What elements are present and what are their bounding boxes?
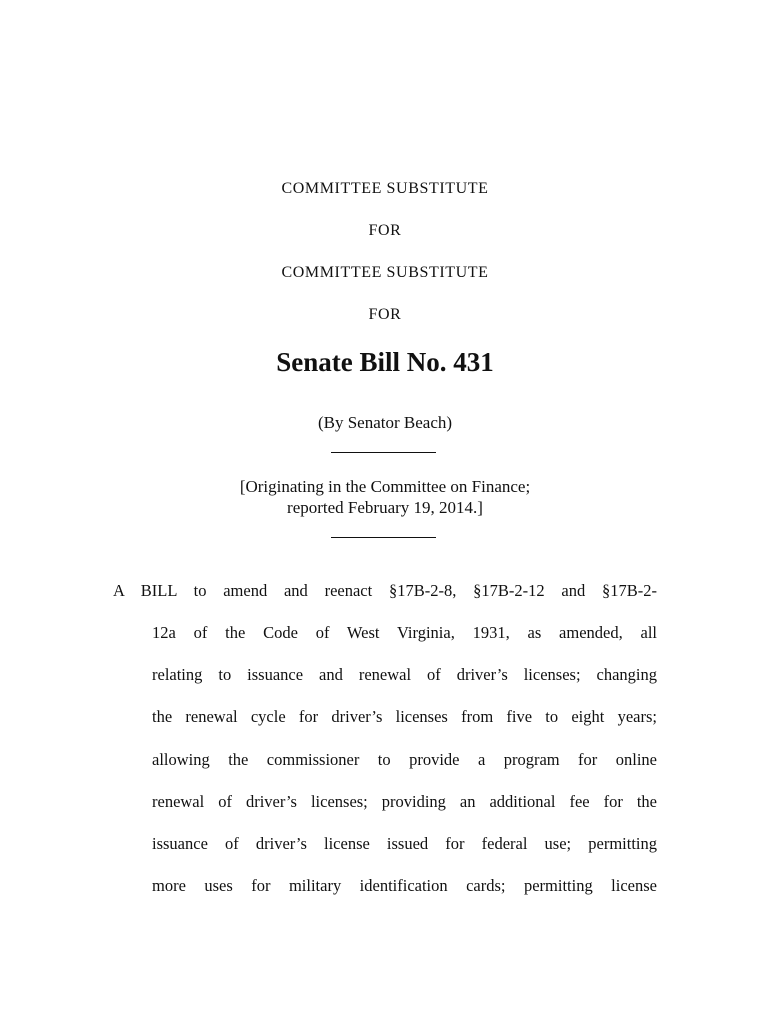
heading-for-1: FOR (368, 222, 402, 239)
bill-text-line-6: renewal of driver’s licenses; providing an additional fee for the (152, 792, 657, 811)
bill-text-line-4: the renewal cycle for driver’s licenses from five to eight years; (152, 707, 657, 726)
bill-text-line-7: issuance of driver’s license issued for federal use; permitting (152, 834, 657, 853)
sponsor-line: (By Senator Beach) (317, 413, 453, 432)
bill-text-line-5: allowing the commissioner to provide a program for online (152, 750, 657, 769)
bill-text-line-1: A BILL to amend and reenact §17B-2-8, §17B-2-12 and §17B-2- (113, 581, 657, 600)
heading-for-2: FOR (368, 306, 402, 323)
heading-committee-substitute-1: COMMITTEE SUBSTITUTE (281, 180, 489, 197)
bill-text-line-8: more uses for military identification cards; permitting license (152, 876, 657, 895)
bill-text-line-2: 12a of the Code of West Virginia, 1931, as amended, all (152, 623, 657, 642)
heading-committee-substitute-2: COMMITTEE SUBSTITUTE (281, 264, 489, 281)
separator-rule-2 (331, 537, 436, 538)
origin-line-1: [Originating in the Committee on Finance; (239, 477, 531, 496)
bill-title: Senate Bill No. 431 (276, 347, 494, 377)
bill-text-line-3: relating to issuance and renewal of driver’s licenses; changing (152, 665, 657, 684)
origin-line-2: reported February 19, 2014.] (287, 498, 483, 517)
separator-rule-1 (331, 452, 436, 453)
